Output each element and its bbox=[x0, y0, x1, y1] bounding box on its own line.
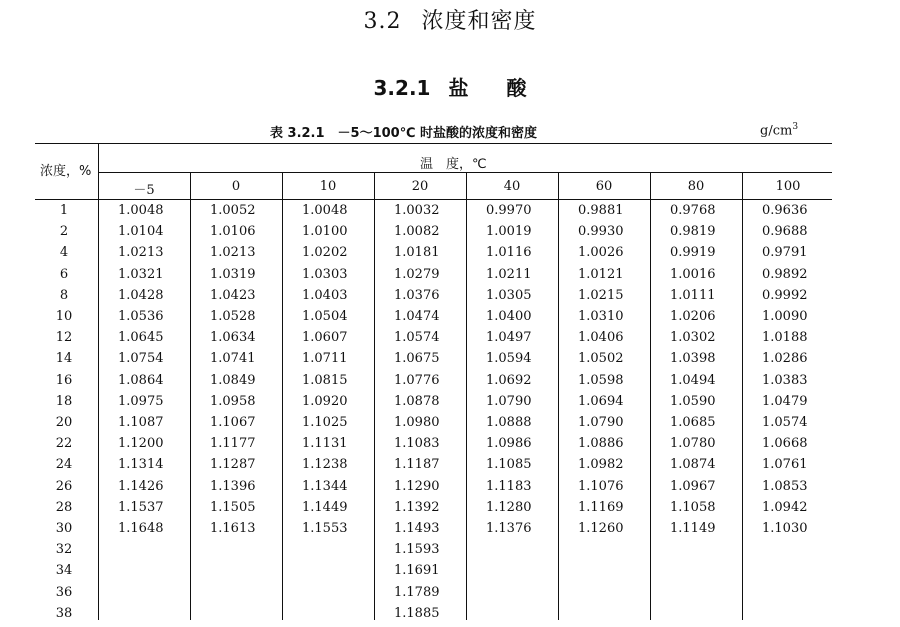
density-cell: 1.1200 bbox=[118, 436, 164, 452]
density-cell: 1.1691 bbox=[394, 563, 440, 579]
density-cell: 0.9970 bbox=[486, 203, 532, 218]
density-cell: 1.0574 bbox=[394, 330, 440, 346]
table-row bbox=[0, 542, 900, 563]
density-cell: 1.0668 bbox=[762, 436, 808, 452]
table-row bbox=[0, 373, 900, 394]
table-unit-base: g/cm bbox=[760, 123, 793, 139]
density-cell: 1.0100 bbox=[302, 224, 348, 240]
density-cell: 1.0502 bbox=[578, 351, 624, 367]
section-number: 3.2 bbox=[363, 9, 402, 34]
density-cell: 1.0279 bbox=[394, 266, 440, 282]
density-cell: 1.1376 bbox=[486, 521, 532, 536]
table-row bbox=[0, 479, 900, 500]
density-cell: 1.1177 bbox=[210, 436, 256, 452]
density-cell: 1.0376 bbox=[394, 287, 440, 303]
density-cell: 1.0398 bbox=[670, 351, 716, 367]
density-cell: 1.0032 bbox=[394, 203, 440, 218]
concentration-cell: 20 bbox=[55, 415, 73, 430]
table-row bbox=[0, 457, 900, 478]
density-cell: 1.0403 bbox=[302, 287, 348, 303]
table-row bbox=[0, 563, 900, 584]
temperature-column-header: 40 bbox=[503, 179, 521, 194]
density-cell: 1.0213 bbox=[210, 245, 256, 261]
density-cell: 1.1885 bbox=[394, 605, 440, 621]
density-cell: 1.0383 bbox=[762, 372, 808, 388]
concentration-cell: 34 bbox=[55, 563, 73, 579]
density-cell: 1.0634 bbox=[210, 330, 256, 346]
density-cell: 1.1449 bbox=[302, 499, 348, 515]
table-row bbox=[0, 267, 900, 288]
density-cell: 0.9919 bbox=[670, 245, 716, 261]
density-cell: 1.0694 bbox=[578, 393, 624, 409]
concentration-cell: 38 bbox=[55, 605, 73, 621]
density-cell: 1.0711 bbox=[302, 351, 348, 367]
density-cell: 1.0428 bbox=[118, 287, 164, 303]
density-cell: 1.0211 bbox=[486, 266, 532, 282]
density-cell: 0.9992 bbox=[762, 287, 808, 303]
table-row bbox=[0, 203, 900, 224]
density-cell: 1.0888 bbox=[486, 415, 532, 430]
temperature-column-header: 80 bbox=[687, 179, 705, 194]
density-cell: 1.0423 bbox=[210, 287, 256, 303]
table-row bbox=[0, 309, 900, 330]
density-cell: 1.1280 bbox=[486, 499, 532, 515]
table-top-rule bbox=[35, 143, 832, 144]
density-cell: 1.0479 bbox=[762, 393, 808, 409]
density-cell: 1.0302 bbox=[670, 330, 716, 346]
subsection-heading bbox=[0, 72, 900, 101]
density-cell: 1.0986 bbox=[486, 436, 532, 452]
density-cell: 1.0598 bbox=[578, 372, 624, 388]
table-row bbox=[0, 245, 900, 266]
density-cell: 1.1287 bbox=[210, 457, 256, 473]
density-cell: 1.1076 bbox=[578, 478, 624, 494]
density-cell: 1.1426 bbox=[118, 478, 164, 494]
table-row bbox=[0, 330, 900, 351]
density-cell: 1.1087 bbox=[118, 415, 164, 430]
density-cell: 1.0048 bbox=[302, 203, 348, 218]
table-row bbox=[0, 436, 900, 457]
table-caption: 表 3.2.1 －5～100℃ 时盐酸的浓度和密度 bbox=[270, 126, 537, 141]
density-cell: 1.0849 bbox=[210, 372, 256, 388]
concentration-cell: 12 bbox=[55, 330, 73, 346]
density-cell: 1.0213 bbox=[118, 245, 164, 261]
density-cell: 1.0692 bbox=[486, 372, 532, 388]
density-cell: 1.0982 bbox=[578, 457, 624, 473]
density-cell: 1.0090 bbox=[762, 309, 808, 324]
density-cell: 1.1290 bbox=[394, 478, 440, 494]
temperature-column-header: 100 bbox=[775, 179, 801, 194]
temperature-column-header: 0 bbox=[231, 179, 241, 194]
density-cell: 1.1505 bbox=[210, 499, 256, 515]
density-cell: 0.9636 bbox=[762, 203, 808, 218]
density-cell: 1.0303 bbox=[302, 266, 348, 282]
density-cell: 1.0202 bbox=[302, 245, 348, 261]
density-cell: 0.9819 bbox=[670, 224, 716, 240]
subsection-title-part2: 酸 bbox=[506, 76, 527, 100]
density-cell: 1.0685 bbox=[670, 415, 716, 430]
density-cell: 1.0675 bbox=[394, 351, 440, 367]
temperature-column-header: －5 bbox=[133, 183, 155, 198]
table-row bbox=[0, 500, 900, 521]
density-cell: 1.1030 bbox=[762, 521, 808, 536]
density-cell: 1.0494 bbox=[670, 372, 716, 388]
density-cell: 1.1493 bbox=[394, 521, 440, 536]
concentration-cell: 24 bbox=[55, 457, 73, 473]
column-header-rule bbox=[35, 199, 832, 200]
density-cell: 1.0761 bbox=[762, 457, 808, 473]
density-cell: 1.0920 bbox=[302, 393, 348, 409]
table-row bbox=[0, 415, 900, 436]
density-cell: 1.0286 bbox=[762, 351, 808, 367]
density-cell: 1.1613 bbox=[210, 521, 256, 536]
density-cell: 1.0942 bbox=[762, 499, 808, 515]
table-row bbox=[0, 288, 900, 309]
density-cell: 1.0310 bbox=[578, 309, 624, 324]
density-cell: 1.0967 bbox=[670, 478, 716, 494]
temperature-column-header: 60 bbox=[595, 179, 613, 194]
density-cell: 1.0864 bbox=[118, 372, 164, 388]
density-cell: 1.1085 bbox=[486, 457, 532, 473]
density-cell: 1.0116 bbox=[486, 245, 532, 261]
concentration-cell: 30 bbox=[55, 521, 73, 536]
density-cell: 1.0215 bbox=[578, 287, 624, 303]
density-cell: 0.9892 bbox=[762, 266, 808, 282]
density-cell: 1.1396 bbox=[210, 478, 256, 494]
density-cell: 1.1648 bbox=[118, 521, 164, 536]
density-cell: 1.1314 bbox=[118, 457, 164, 473]
section-heading bbox=[0, 4, 900, 35]
density-cell: 1.1789 bbox=[394, 584, 440, 600]
density-cell: 1.0188 bbox=[762, 330, 808, 346]
density-cell: 1.1187 bbox=[394, 457, 440, 473]
density-cell: 1.0980 bbox=[394, 415, 440, 430]
density-cell: 1.0121 bbox=[578, 266, 624, 282]
concentration-cell: 22 bbox=[55, 436, 73, 452]
concentration-cell: 18 bbox=[55, 393, 73, 409]
density-cell: 1.0019 bbox=[486, 224, 532, 240]
density-cell: 1.0016 bbox=[670, 266, 716, 282]
density-cell: 1.0106 bbox=[210, 224, 256, 240]
concentration-cell: 28 bbox=[55, 499, 73, 515]
density-cell: 1.1238 bbox=[302, 457, 348, 473]
density-cell: 1.0754 bbox=[118, 351, 164, 367]
density-cell: 1.0400 bbox=[486, 309, 532, 324]
concentration-cell: 2 bbox=[59, 224, 69, 240]
density-cell: 1.0958 bbox=[210, 393, 256, 409]
table-row bbox=[0, 585, 900, 606]
density-cell: 1.1593 bbox=[394, 542, 440, 558]
density-cell: 1.0321 bbox=[118, 266, 164, 282]
concentration-cell: 32 bbox=[55, 542, 73, 558]
density-cell: 1.1025 bbox=[302, 415, 348, 430]
density-cell: 1.1083 bbox=[394, 436, 440, 452]
density-cell: 0.9791 bbox=[762, 245, 808, 261]
density-cell: 0.9688 bbox=[762, 224, 808, 240]
density-cell: 1.0790 bbox=[578, 415, 624, 430]
subsection-title-part1: 盐 bbox=[448, 76, 469, 100]
density-cell: 1.0780 bbox=[670, 436, 716, 452]
density-cell: 1.0590 bbox=[670, 393, 716, 409]
concentration-cell: 8 bbox=[59, 287, 69, 303]
temperature-header: 温 度，℃ bbox=[420, 157, 487, 172]
concentration-cell: 6 bbox=[59, 266, 69, 282]
density-cell: 1.0975 bbox=[118, 393, 164, 409]
section-title: 浓度和密度 bbox=[421, 9, 537, 34]
concentration-cell: 10 bbox=[55, 309, 73, 324]
density-cell: 1.1553 bbox=[302, 521, 348, 536]
temperature-column-header: 20 bbox=[411, 179, 429, 194]
density-cell: 1.1392 bbox=[394, 499, 440, 515]
density-cell: 1.0853 bbox=[762, 478, 808, 494]
density-cell: 1.0528 bbox=[210, 309, 256, 324]
concentration-cell: 4 bbox=[59, 245, 69, 261]
density-cell: 1.1183 bbox=[486, 478, 532, 494]
density-cell: 1.0790 bbox=[486, 393, 532, 409]
density-cell: 1.0815 bbox=[302, 372, 348, 388]
density-cell: 1.1169 bbox=[578, 499, 624, 515]
concentration-cell: 14 bbox=[55, 351, 73, 367]
density-cell: 1.0874 bbox=[670, 457, 716, 473]
density-cell: 1.0776 bbox=[394, 372, 440, 388]
density-cell: 1.0504 bbox=[302, 309, 348, 324]
density-cell: 1.0497 bbox=[486, 330, 532, 346]
density-cell: 1.0206 bbox=[670, 309, 716, 324]
subsection-number: 3.2.1 bbox=[373, 76, 431, 100]
table-row bbox=[0, 224, 900, 245]
density-cell: 1.0048 bbox=[118, 203, 164, 218]
density-cell: 1.1344 bbox=[302, 478, 348, 494]
temperature-header-rule bbox=[98, 172, 832, 173]
density-cell: 1.0052 bbox=[210, 203, 256, 218]
temperature-column-header: 10 bbox=[319, 179, 337, 194]
density-cell: 1.0319 bbox=[210, 266, 256, 282]
concentration-cell: 26 bbox=[55, 478, 73, 494]
density-cell: 0.9768 bbox=[670, 203, 716, 218]
density-cell: 1.0594 bbox=[486, 351, 532, 367]
concentration-header: 浓度，% bbox=[40, 164, 92, 179]
table-unit bbox=[760, 122, 798, 138]
density-cell: 1.0741 bbox=[210, 351, 256, 367]
density-cell: 1.0181 bbox=[394, 245, 440, 261]
table-row bbox=[0, 606, 900, 627]
density-cell: 1.1131 bbox=[302, 436, 348, 452]
density-cell: 1.0026 bbox=[578, 245, 624, 261]
density-cell: 1.1149 bbox=[670, 521, 716, 536]
density-cell: 1.0886 bbox=[578, 436, 624, 452]
density-cell: 1.0305 bbox=[486, 287, 532, 303]
density-cell: 0.9930 bbox=[578, 224, 624, 240]
density-cell: 1.0536 bbox=[118, 309, 164, 324]
density-cell: 1.1067 bbox=[210, 415, 256, 430]
density-cell: 1.0082 bbox=[394, 224, 440, 240]
density-cell: 1.1058 bbox=[670, 499, 716, 515]
density-cell: 1.0878 bbox=[394, 393, 440, 409]
table-row bbox=[0, 351, 900, 372]
table-row bbox=[0, 521, 900, 542]
density-cell: 0.9881 bbox=[578, 203, 624, 218]
density-cell: 1.0607 bbox=[302, 330, 348, 346]
concentration-cell: 1 bbox=[59, 203, 69, 218]
density-cell: 1.0645 bbox=[118, 330, 164, 346]
concentration-cell: 36 bbox=[55, 584, 73, 600]
concentration-cell: 16 bbox=[55, 372, 73, 388]
density-cell: 1.1260 bbox=[578, 521, 624, 536]
density-cell: 1.0104 bbox=[118, 224, 164, 240]
density-cell: 1.0111 bbox=[670, 287, 716, 303]
density-cell: 1.0406 bbox=[578, 330, 624, 346]
table-row bbox=[0, 394, 900, 415]
density-cell: 1.0574 bbox=[762, 415, 808, 430]
density-cell: 1.1537 bbox=[118, 499, 164, 515]
table-unit-superscript: 3 bbox=[792, 122, 799, 132]
density-cell: 1.0474 bbox=[394, 309, 440, 324]
